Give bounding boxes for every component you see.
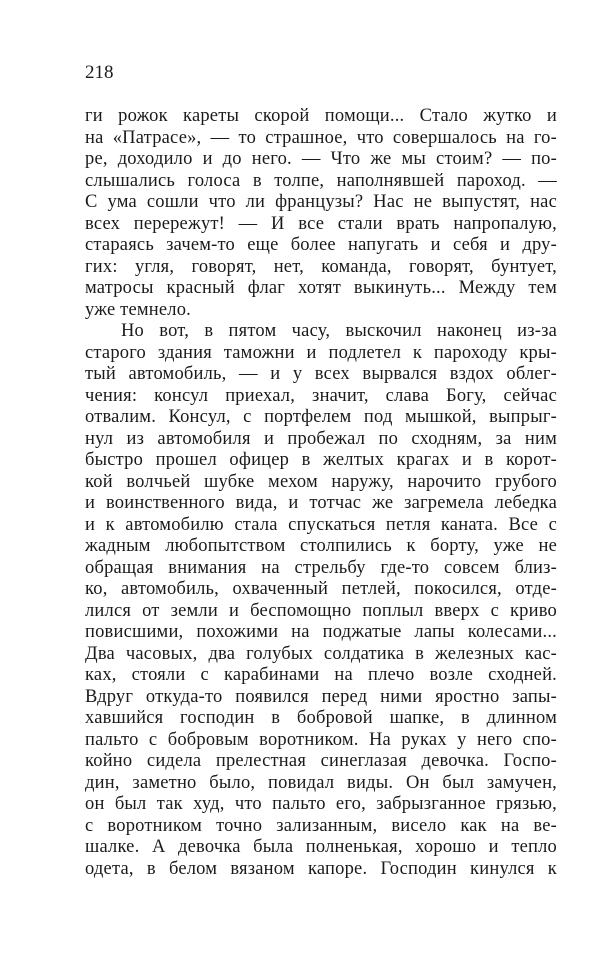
text-line xyxy=(85,300,557,322)
text-line xyxy=(85,321,557,343)
text-line-content: старого здания таможни и подлетел к пароходу кры- xyxy=(85,342,557,363)
text-line xyxy=(85,644,557,666)
text-line xyxy=(85,773,557,795)
text-line xyxy=(85,730,557,752)
text-line-content: матросы красный флаг хотят выкинуть... Между тем xyxy=(85,278,557,298)
text-line xyxy=(85,278,557,300)
text-line-content: гих: угля, говорят, нет, команда, говорят, бунтует, xyxy=(85,256,557,277)
text-line xyxy=(85,106,557,128)
text-line xyxy=(85,859,557,881)
text-line xyxy=(85,558,557,580)
text-line xyxy=(85,149,557,171)
text-line xyxy=(85,601,557,623)
text-line xyxy=(85,515,557,537)
text-line-content: пальто с бобровым воротником. На руках у него спо- xyxy=(85,729,557,750)
text-line xyxy=(85,622,557,644)
text-line xyxy=(85,837,557,859)
text-line xyxy=(85,214,557,236)
text-line-content: на «Патрасе», — то страшное, что совершалось на го- xyxy=(85,127,557,148)
text-line-content: нул из автомобиля и пробежал по сходням, за ним xyxy=(85,428,557,449)
text-line-content: и к автомобилю стала спускаться петля каната. Все с xyxy=(85,514,557,535)
text-line xyxy=(85,708,557,730)
text-line-content: тый автомобиль, — и у всех вырвался вздох облег- xyxy=(85,364,557,384)
text-line xyxy=(85,794,557,816)
text-line-content: Но вот, в пятом часу, выскочил наконец из-за xyxy=(121,321,557,341)
text-line xyxy=(85,665,557,687)
text-line-content: жадным любопытством столпились к борту, уже не xyxy=(85,536,557,556)
text-line-content: ках, стояли с карабинами на плечо возле сходней. xyxy=(85,665,557,685)
text-line xyxy=(85,751,557,773)
text-line-content: быстро прошел офицер в желтых крагах и в корот- xyxy=(85,450,557,470)
text-line-content: с воротником точно зализанным, висело как на ве- xyxy=(85,815,557,836)
text-line xyxy=(85,687,557,709)
text-line xyxy=(85,493,557,515)
text-line xyxy=(85,192,557,214)
text-line-content: дин, заметно было, повидал виды. Он был замучен, xyxy=(85,772,557,793)
text-line-content: ги рожок кареты скорой помощи... Стало жутко и xyxy=(85,106,557,126)
text-line xyxy=(85,429,557,451)
text-line xyxy=(85,579,557,601)
text-line xyxy=(85,472,557,494)
text-line-content: он был так худ, что пальто его, забрызганное грязью, xyxy=(85,794,557,814)
text-line xyxy=(85,816,557,838)
text-line-content: ре, доходило и до него. — Что же мы стоим? — по- xyxy=(85,149,557,169)
text-line-content: лился от земли и беспомощно поплыл вверх с криво xyxy=(85,600,557,621)
text-line xyxy=(85,235,557,257)
text-line-content: чения: консул приехал, значит, слава Богу, сейчас xyxy=(85,385,557,406)
body-text xyxy=(85,106,557,880)
text-line-content: стараясь зачем-то еще более напугать и себя и дру- xyxy=(85,235,557,255)
text-line-content: ко, автомобиль, охваченный петлей, покосился, отде- xyxy=(85,579,557,599)
text-line-content: С ума сошли что ли французы? Нас не выпустят, нас xyxy=(85,192,557,212)
text-line xyxy=(85,257,557,279)
text-line-content: уже темнело. xyxy=(85,299,192,320)
text-line-content: койно сидела прелестная синеглазая девочка. Госпо- xyxy=(85,751,557,771)
text-line-content: повисшими, похожими на поджатые лапы колесами... xyxy=(85,622,557,642)
text-line-content: хавшийся господин в бобровой шапке, в длинном xyxy=(85,708,557,728)
text-line-content: Два часовых, два голубых солдатика в железных кас- xyxy=(85,643,557,664)
text-line xyxy=(85,450,557,472)
text-line-content: обращая внимания на стрельбу где-то совсем близ- xyxy=(85,557,557,578)
text-line xyxy=(85,364,557,386)
text-line xyxy=(85,128,557,150)
text-line xyxy=(85,343,557,365)
text-line xyxy=(85,171,557,193)
text-line-content: всех перережут! — И все стали врать напропалую, xyxy=(85,213,557,234)
text-line-content: отвалим. Консул, с портфелем под мышкой, выпрыг- xyxy=(85,407,557,427)
page-number: 218 xyxy=(85,62,114,83)
text-line-content: кой волчьей шубке мехом наружу, нарочито грубого xyxy=(85,471,557,492)
text-line-content: слышались голоса в толпе, наполнявшей пароход. — xyxy=(85,170,557,191)
text-line-content: и воинственного вида, и тотчас же загремела лебедка xyxy=(85,493,557,513)
text-line xyxy=(85,407,557,429)
text-line xyxy=(85,536,557,558)
text-line-content: Вдруг откуда-то появился перед ними яростно запы- xyxy=(85,686,557,707)
text-line-content: шалке. А девочка была полненькая, хорошо и тепло xyxy=(85,837,557,857)
text-line-content: одета, в белом вязаном капоре. Господин кинулся к xyxy=(85,858,557,879)
text-line xyxy=(85,386,557,408)
